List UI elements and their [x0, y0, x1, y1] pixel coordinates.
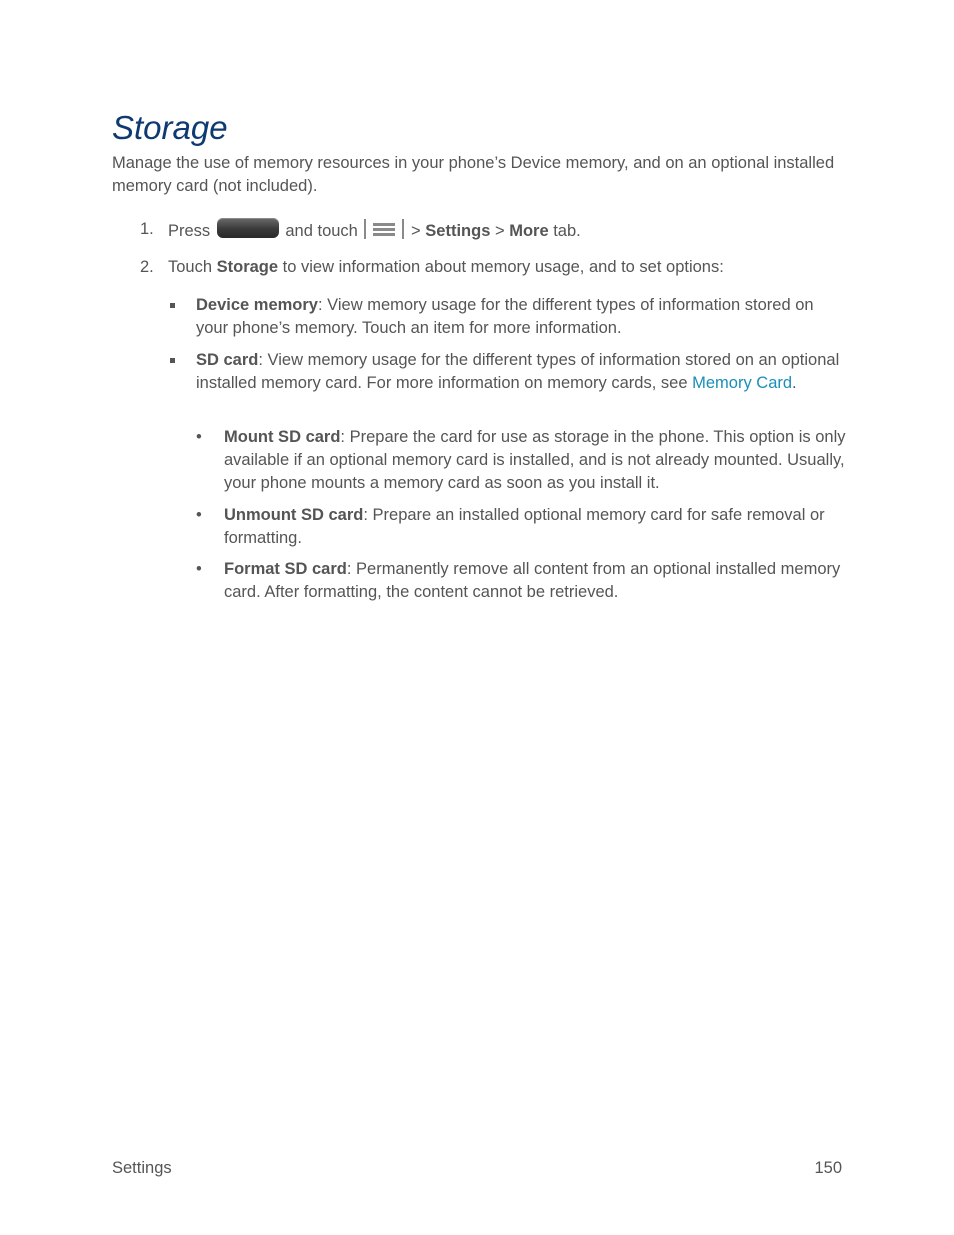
touch-text: Touch	[168, 258, 213, 276]
separator: >	[411, 222, 421, 240]
footer-section: Settings	[112, 1159, 172, 1177]
sd-option-text	[224, 504, 846, 550]
sd-option-text	[224, 426, 846, 495]
step-text	[168, 218, 842, 243]
option-sd-card	[168, 349, 844, 418]
step-number: 1.	[140, 220, 154, 238]
step-rest-text: to view information about memory usage, and to set options:	[282, 258, 724, 276]
option-end: .	[792, 374, 797, 392]
sd-option-label: Mount SD card	[224, 428, 341, 446]
step-text	[168, 256, 842, 279]
sd-option-label: Format SD card	[224, 560, 347, 578]
option-label: SD card	[196, 351, 259, 369]
sd-option-description: : Prepare the card for use as storage in the phone. This option is only available if an optional memory card is installed, and is not already mounted. Usually, your phone mounts a memory card as soon as you install it.	[224, 428, 846, 492]
page-title: Storage	[112, 109, 228, 146]
press-text: Press	[168, 222, 211, 240]
intro-paragraph: Manage the use of memory resources in your phone’s Device memory, and on an optional installed memory card (not included).	[112, 154, 835, 195]
sd-option-unmount	[196, 504, 846, 550]
option-description: : View memory usage for the different types of information stored on an optional installed memory card. For more information on memory cards, see	[196, 351, 840, 392]
square-bullet-icon	[170, 303, 175, 308]
sd-option-description: : Prepare an installed optional memory card for safe removal or formatting.	[224, 506, 825, 547]
bullet-icon: •	[196, 506, 202, 524]
sd-option-label: Unmount SD card	[224, 506, 364, 524]
more-label: More	[509, 222, 549, 240]
menu-icon	[364, 219, 404, 239]
page-number: 150	[814, 1159, 842, 1177]
storage-label: Storage	[216, 258, 279, 276]
sd-option-mount	[196, 426, 846, 495]
option-text	[196, 294, 844, 340]
sd-option-format	[196, 558, 846, 604]
step-1	[140, 218, 842, 241]
bullet-icon: •	[196, 560, 202, 578]
sd-option-description: : Permanently remove all content from an optional installed memory card. After formatting, the content cannot be retrieved.	[224, 560, 841, 601]
memory-card-link[interactable]: Memory Card	[692, 374, 793, 392]
sd-option-text	[224, 558, 846, 604]
bullet-icon: •	[196, 428, 202, 446]
home-key-icon	[217, 218, 279, 238]
settings-label: Settings	[425, 222, 491, 240]
option-device-memory	[168, 294, 844, 340]
option-text	[196, 349, 844, 395]
step-number: 2.	[140, 258, 154, 276]
option-label: Device memory	[196, 296, 318, 314]
step-2	[140, 256, 842, 279]
option-description: : View memory usage for the different types of information stored on your phone’s memory. Touch an item for more information.	[196, 296, 814, 337]
and-touch-text: and touch	[285, 222, 358, 240]
separator: >	[494, 222, 505, 240]
tab-text: tab.	[553, 222, 581, 240]
square-bullet-icon	[170, 358, 175, 363]
